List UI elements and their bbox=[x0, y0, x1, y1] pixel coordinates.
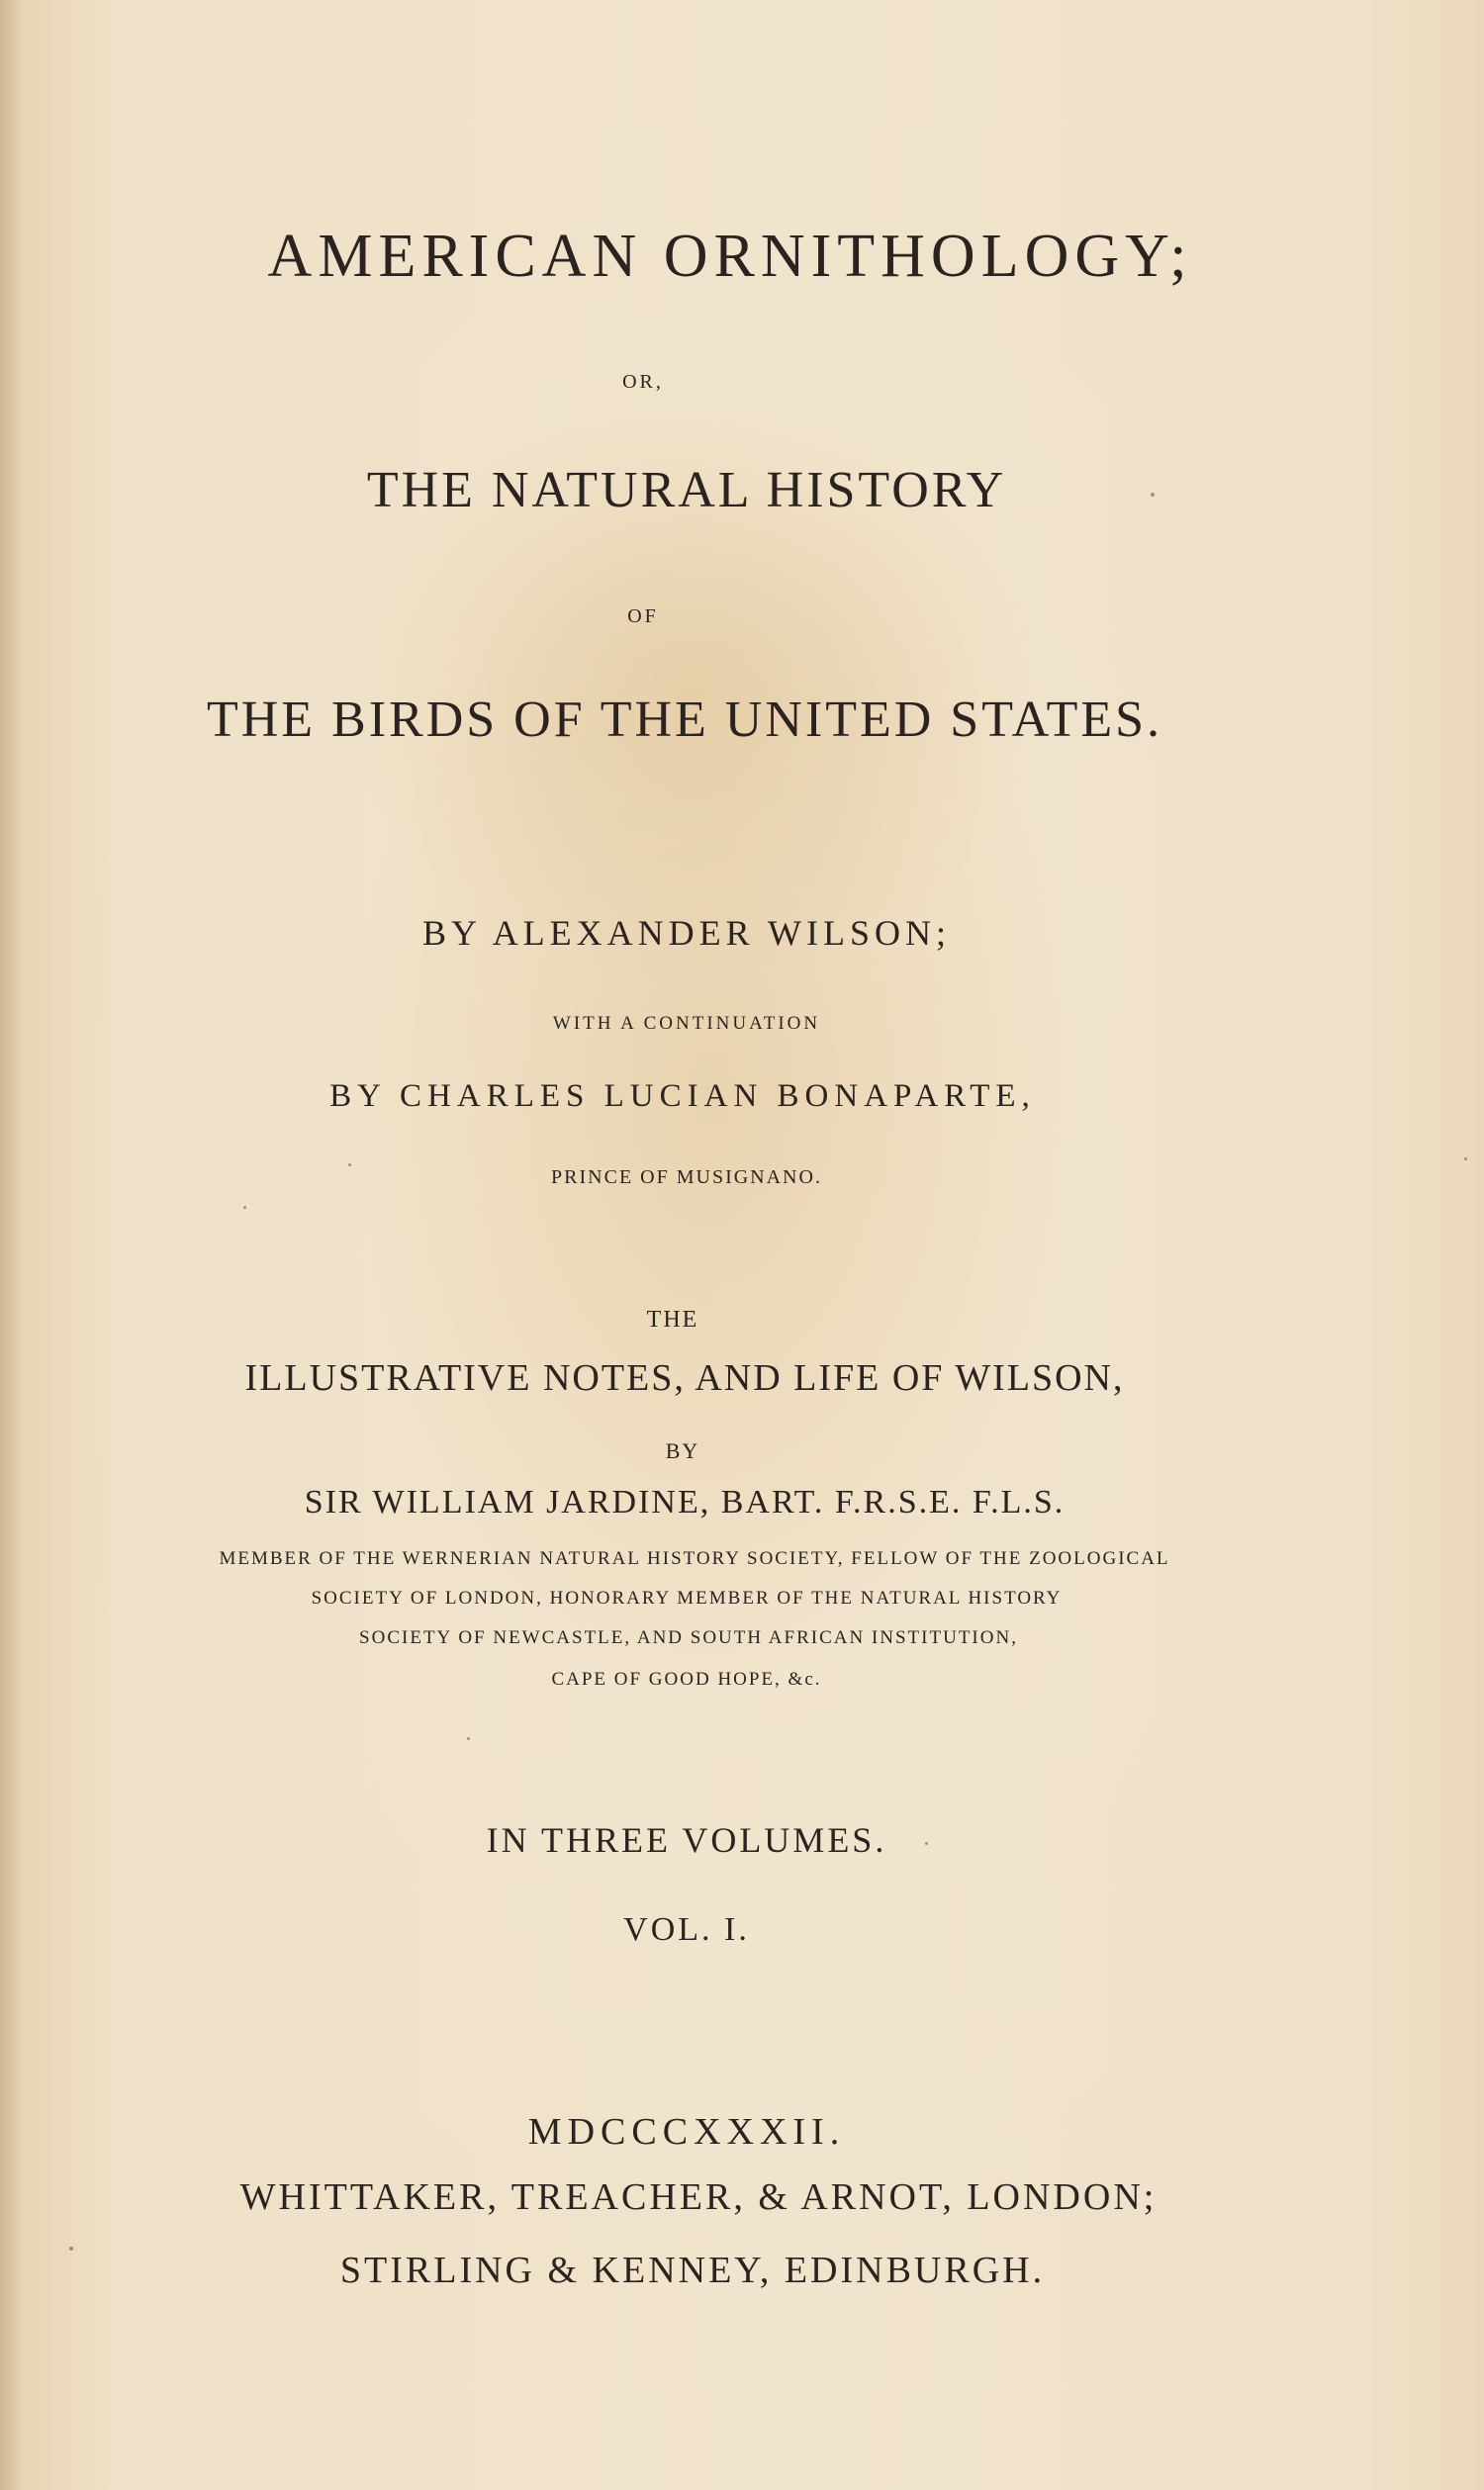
notes-by: BY bbox=[665, 1438, 700, 1463]
volumes-line: IN THREE VOLUMES. bbox=[486, 1820, 887, 1860]
paper-speck bbox=[69, 2247, 73, 2251]
of-connector: OF bbox=[627, 605, 659, 627]
paper-speck bbox=[1151, 493, 1155, 497]
continuator-title: PRINCE OF MUSIGNANO. bbox=[551, 1166, 822, 1188]
notes-line: ILLUSTRATIVE NOTES, AND LIFE OF WILSON, bbox=[244, 1357, 1125, 1399]
editor-affiliation: SOCIETY OF NEWCASTLE, AND SOUTH AFRICAN INSTITUTION, bbox=[359, 1627, 1018, 1648]
subtitle-line-2: THE BIRDS OF THE UNITED STATES. bbox=[206, 692, 1163, 748]
publisher-line-2: STIRLING & KENNEY, EDINBURGH. bbox=[339, 2250, 1046, 2291]
editor-affiliation: MEMBER OF THE WERNERIAN NATURAL HISTORY SOCIETY, FELLOW OF THE ZOOLOGICAL bbox=[219, 1548, 1170, 1569]
editor-line: SIR WILLIAM JARDINE, BART. F.R.S.E. F.L.S. bbox=[304, 1484, 1066, 1521]
publisher-line-1: WHITTAKER, TREACHER, & ARNOT, LONDON; bbox=[239, 2176, 1158, 2218]
or-connector: OR, bbox=[622, 371, 664, 393]
continuation-line: WITH A CONTINUATION bbox=[552, 1013, 821, 1034]
paper-speck bbox=[467, 1737, 470, 1740]
paper-speck bbox=[348, 1163, 351, 1166]
editor-affiliation: CAPE OF GOOD HOPE, &c. bbox=[551, 1669, 822, 1690]
publication-date: MDCCCXXXII. bbox=[527, 2111, 846, 2153]
author-line: BY ALEXANDER WILSON; bbox=[422, 913, 951, 953]
subtitle-line-1: THE NATURAL HISTORY bbox=[366, 462, 1007, 518]
paper-speck bbox=[1464, 1157, 1467, 1160]
volume-number: VOL. I. bbox=[623, 1911, 750, 1948]
paper-speck bbox=[243, 1206, 246, 1209]
main-title: AMERICAN ORNITHOLOGY; bbox=[267, 223, 1193, 290]
editor-affiliation: SOCIETY OF LONDON, HONORARY MEMBER OF THE NATURAL HISTORY bbox=[311, 1588, 1063, 1609]
paper-speck bbox=[925, 1842, 928, 1845]
notes-intro: THE bbox=[646, 1307, 699, 1333]
continuator-line: BY CHARLES LUCIAN BONAPARTE, bbox=[329, 1078, 1036, 1114]
